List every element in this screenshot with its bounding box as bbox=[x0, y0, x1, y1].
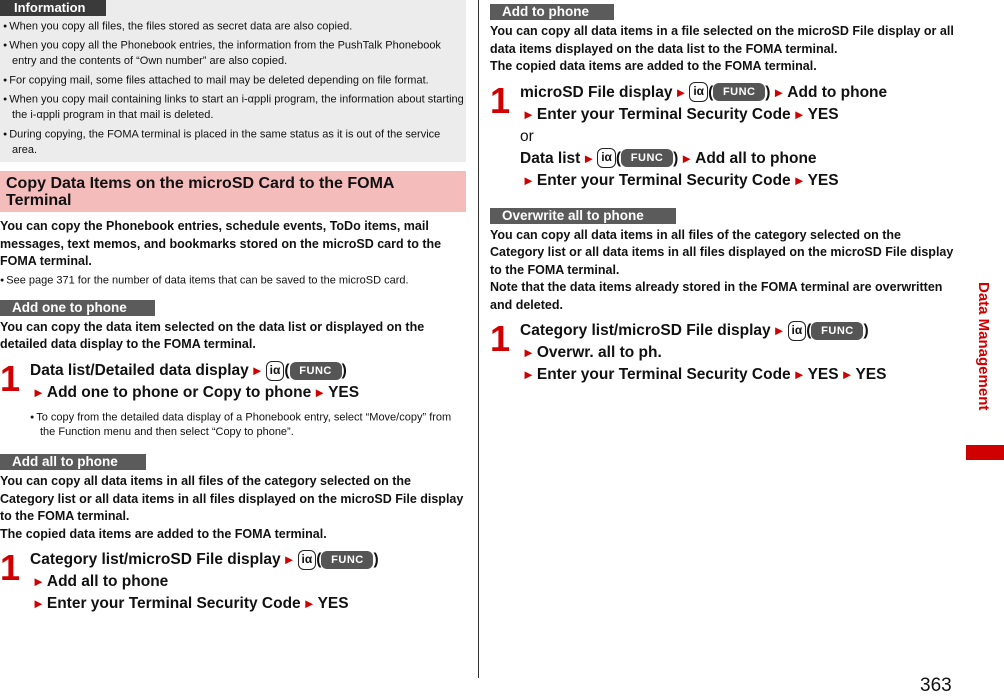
arrow-icon: ► bbox=[522, 106, 535, 122]
arrow-icon: ► bbox=[582, 150, 596, 166]
step-text: Enter your Terminal Security Code bbox=[46, 595, 301, 613]
list-item: ● For copying mail, some files attached to mail may be deleted depending on file format. bbox=[0, 73, 466, 89]
arrow-icon: ► bbox=[522, 172, 535, 188]
paren: ( bbox=[284, 361, 290, 379]
arrow-icon: ► bbox=[250, 362, 264, 378]
add-to-desc: You can copy all data items in a file selected on the microSD File display or all data items displayed on the data list to the FOMA terminal. bbox=[490, 24, 954, 56]
information-label: Information bbox=[0, 0, 106, 16]
arrow-icon: ► bbox=[32, 384, 45, 400]
func-key-icon: FUNC bbox=[713, 83, 765, 101]
side-tab-label: Data Management bbox=[975, 282, 992, 411]
step-text: YES bbox=[807, 105, 839, 123]
overwrite-step bbox=[490, 320, 956, 386]
step-text: YES bbox=[807, 171, 839, 189]
i-alpha-key-icon: iα bbox=[298, 550, 317, 570]
add-one-desc: You can copy the data item selected on the data list or displayed on the detailed data display to the FOMA terminal. bbox=[0, 319, 425, 352]
column-divider bbox=[478, 0, 479, 678]
step-text: YES bbox=[855, 366, 887, 383]
add-all-label: Add all to phone bbox=[0, 454, 146, 470]
arrow-icon: ► bbox=[792, 172, 806, 188]
arrow-icon: ► bbox=[792, 106, 806, 122]
func-key-icon: FUNC bbox=[321, 551, 373, 569]
step-text: Enter your Terminal Security Code bbox=[536, 105, 791, 123]
step-number: 1 bbox=[0, 357, 21, 399]
list-item: ● During copying, the FOMA terminal is placed in the same status as it is out of the service area. bbox=[0, 127, 466, 159]
or-text: or bbox=[520, 127, 534, 145]
i-alpha-key-icon: iα bbox=[266, 361, 285, 381]
func-key-icon: FUNC bbox=[621, 149, 673, 167]
arrow-icon: ► bbox=[674, 84, 688, 100]
overwrite-desc2: Note that the data items already stored in the FOMA terminal are overwritten and deleted. bbox=[490, 280, 943, 312]
section-title: Copy Data Items on the microSD Card to the FOMA Terminal bbox=[0, 171, 466, 212]
paren: ) bbox=[863, 322, 869, 339]
i-alpha-key-icon: iα bbox=[689, 82, 708, 102]
overwrite-label: Overwrite all to phone bbox=[490, 208, 676, 224]
arrow-icon: ► bbox=[522, 367, 535, 382]
section-intro: You can copy the Phonebook entries, schedule events, ToDo items, mail messages, text memos, and bookmarks stored on the microSD card to the FOMA terminal. bbox=[0, 219, 442, 268]
arrow-icon: ► bbox=[32, 596, 45, 612]
arrow-icon: ► bbox=[313, 384, 327, 400]
paren: ( bbox=[316, 551, 322, 569]
func-key-icon: FUNC bbox=[290, 362, 342, 380]
add-all-desc: You can copy all data items in all files of the category selected on the Category list or all data items in all files displayed on the microSD File display to the FOMA terminal. bbox=[0, 474, 464, 524]
add-one-label: Add one to phone bbox=[0, 300, 155, 316]
arrow-icon: ► bbox=[32, 574, 45, 590]
step-start: Category list/microSD File display bbox=[30, 551, 281, 569]
list-item: ● When you copy all the Phonebook entries, the information from the PushTalk Phonebook entry and the contents of “Own number” are also copied. bbox=[0, 38, 466, 70]
overwrite-desc: You can copy all data items in all files of the category selected on the Category list or all data items in all files displayed on the microSD File display to the FOMA terminal. bbox=[490, 227, 954, 277]
add-one-note: ● To copy from the detailed data display of a Phonebook entry, select “Move/copy” from the Function menu and then select “Copy to phone”. bbox=[30, 410, 466, 440]
add-all-step bbox=[0, 549, 466, 615]
arrow-icon: ► bbox=[772, 84, 786, 100]
step-start: microSD File display bbox=[520, 83, 673, 101]
paren: ( bbox=[708, 83, 714, 101]
paren: ) bbox=[673, 149, 679, 167]
arrow-icon: ► bbox=[840, 367, 854, 382]
step-text: Overwr. all to ph. bbox=[536, 344, 662, 361]
add-one-step bbox=[0, 357, 466, 440]
arrow-icon: ► bbox=[792, 367, 806, 382]
paren: ) bbox=[765, 83, 771, 101]
section-note: ● See page 371 for the number of data items that can be saved to the microSD card. bbox=[0, 273, 466, 288]
step-text: YES bbox=[317, 595, 349, 613]
right-column bbox=[490, 0, 956, 386]
step-text: Enter your Terminal Security Code bbox=[536, 171, 791, 189]
step-text: Enter your Terminal Security Code bbox=[536, 366, 791, 383]
i-alpha-key-icon: iα bbox=[597, 148, 616, 168]
arrow-icon: ► bbox=[522, 345, 535, 360]
list-item: ● When you copy all files, the files stored as secret data are also copied. bbox=[0, 19, 466, 35]
side-tab-marker bbox=[966, 445, 1004, 460]
information-list bbox=[0, 19, 466, 161]
step-text: YES bbox=[807, 366, 839, 383]
step-text: YES bbox=[328, 383, 360, 401]
step-text: Add to phone bbox=[787, 83, 888, 101]
paren: ) bbox=[373, 551, 379, 569]
left-column bbox=[0, 0, 466, 615]
paren: ( bbox=[615, 149, 622, 167]
step-number: 1 bbox=[0, 547, 21, 589]
i-alpha-key-icon: iα bbox=[788, 321, 807, 341]
arrow-icon: ► bbox=[680, 150, 694, 166]
arrow-icon: ► bbox=[772, 323, 786, 338]
step-number: 1 bbox=[490, 79, 511, 121]
add-to-step bbox=[490, 79, 956, 192]
func-key-icon: FUNC bbox=[811, 322, 863, 340]
arrow-icon: ► bbox=[282, 552, 296, 568]
step-number: 1 bbox=[490, 318, 511, 359]
step-text: Add one to phone or Copy to phone bbox=[46, 383, 312, 401]
information-box bbox=[0, 0, 466, 162]
paren: ( bbox=[806, 322, 812, 339]
step-text: Add all to phone bbox=[46, 573, 169, 591]
list-item: ● When you copy mail containing links to start an i-αppli program, the information about starting the i-αppli program in that mail is deleted. bbox=[0, 92, 466, 124]
arrow-icon: ► bbox=[302, 596, 316, 612]
step-text: Add all to phone bbox=[695, 149, 817, 167]
add-to-desc2: The copied data items are added to the FOMA terminal. bbox=[490, 59, 817, 73]
page-number: 363 bbox=[920, 675, 952, 696]
add-to-phone-label: Add to phone bbox=[490, 4, 614, 20]
step-start: Category list/microSD File display bbox=[520, 322, 771, 339]
step-start: Data list bbox=[520, 149, 581, 167]
paren: ) bbox=[341, 361, 347, 379]
add-all-desc2: The copied data items are added to the FOMA terminal. bbox=[0, 526, 327, 541]
step-start: Data list/Detailed data display bbox=[30, 361, 249, 379]
